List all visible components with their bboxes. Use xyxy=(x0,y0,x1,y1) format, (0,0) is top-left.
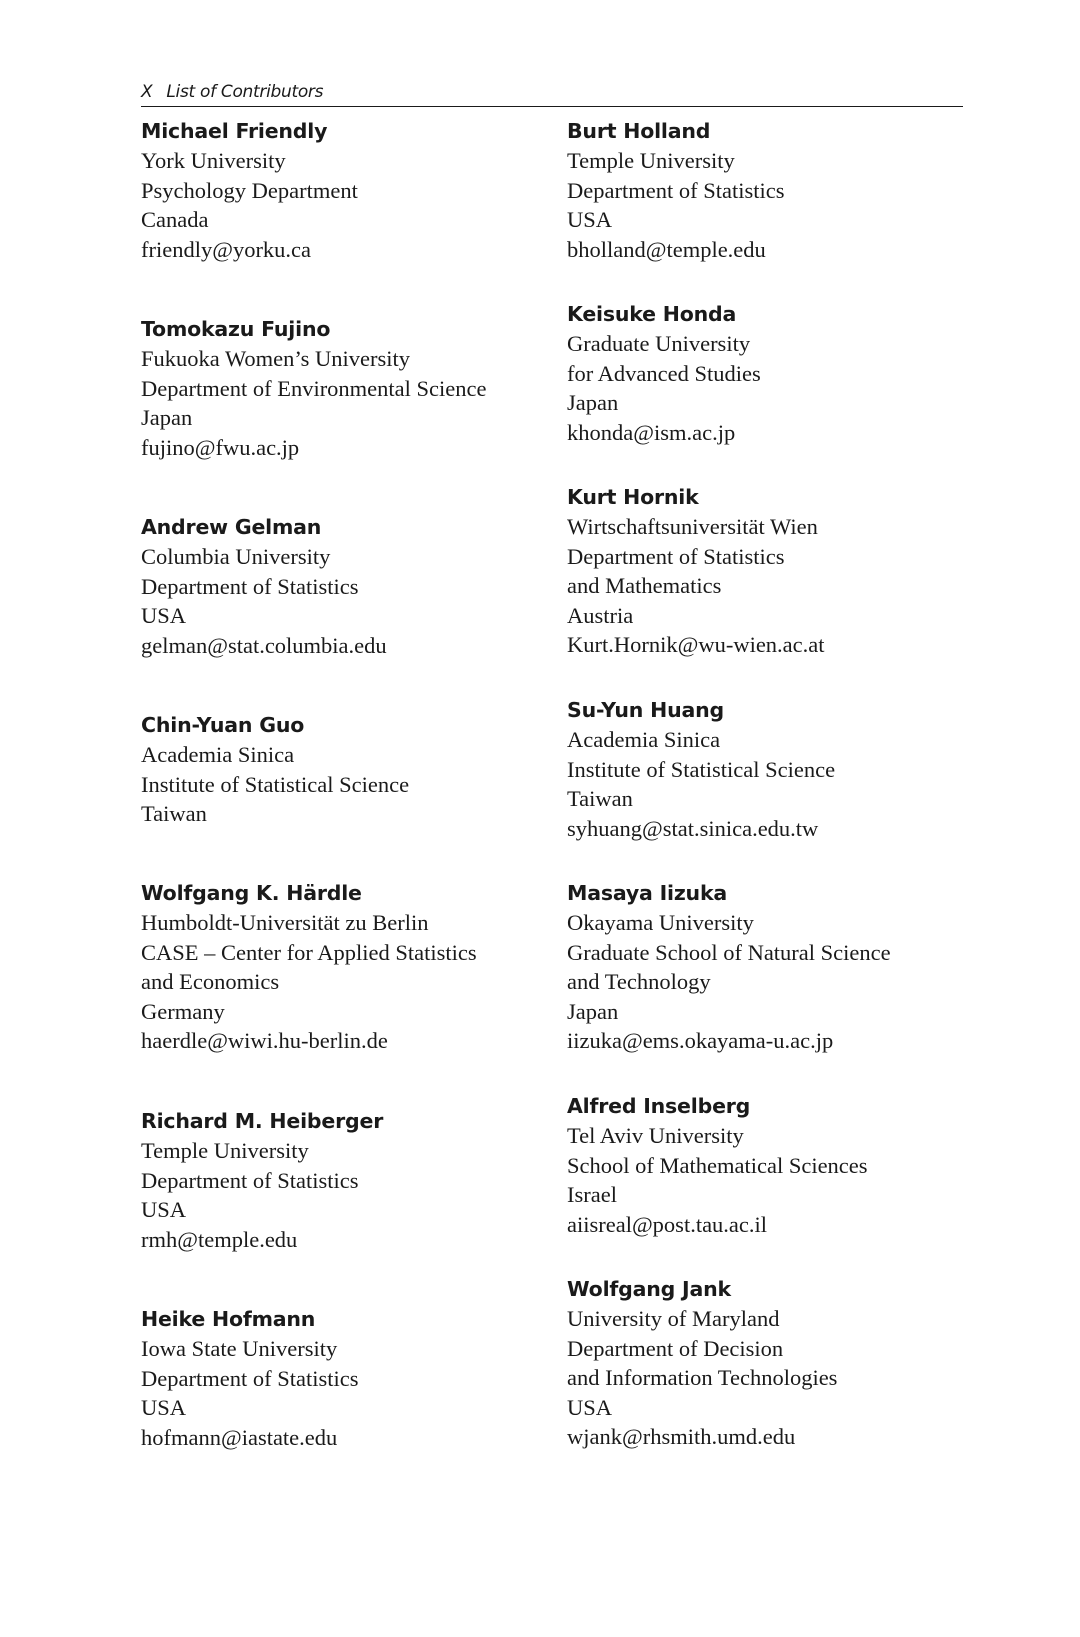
contributor-department-cont: and Technology xyxy=(567,969,711,995)
contributor-name: Andrew Gelman xyxy=(141,515,322,539)
contributor-institution: Graduate University xyxy=(567,331,751,356)
contributor-entry xyxy=(567,695,967,843)
contributor-country: USA xyxy=(567,1394,613,1420)
contributor-department: CASE – Center for Applied Statistics xyxy=(141,939,477,965)
contributor-name: Burt Holland xyxy=(567,119,711,143)
contributor-entry xyxy=(141,1106,541,1254)
contributor-entry xyxy=(567,116,967,264)
contributor-country: USA xyxy=(141,1395,187,1421)
contributor-name: Tomokazu Fujino xyxy=(141,317,331,341)
contributor-department-cont: and Economics xyxy=(141,969,280,995)
contributor-entry xyxy=(141,1304,541,1452)
contributor-entry xyxy=(141,116,541,264)
contributor-institution-cont: for Advanced Studies xyxy=(567,360,761,386)
contributor-department: Institute of Statistical Science xyxy=(141,771,410,797)
contributor-name: Kurt Hornik xyxy=(567,485,699,509)
contributor-institution: Columbia University xyxy=(141,544,331,569)
contributor-email: gelman@stat.columbia.edu xyxy=(141,632,387,658)
contributor-institution: Iowa State University xyxy=(141,1336,338,1361)
contributor-institution: Temple University xyxy=(567,148,735,173)
contributor-entry xyxy=(567,1274,967,1452)
contributor-department-cont: and Mathematics xyxy=(567,573,722,599)
contributor-email: aiisreal@post.tau.ac.il xyxy=(567,1211,768,1237)
contributor-email: haerdle@wiwi.hu-berlin.de xyxy=(141,1028,388,1054)
contributor-entry xyxy=(567,299,967,447)
contributor-email: friendly@yorku.ca xyxy=(141,236,312,262)
contributor-entry xyxy=(141,710,541,829)
contributor-country: Canada xyxy=(141,207,209,233)
running-header xyxy=(141,78,963,107)
contributor-name: Keisuke Honda xyxy=(567,302,737,326)
contributor-entry xyxy=(141,878,541,1056)
contributor-institution: Academia Sinica xyxy=(141,742,295,767)
contributor-entry xyxy=(141,314,541,462)
contributor-entry xyxy=(567,878,967,1056)
contributor-email: bholland@temple.edu xyxy=(567,236,766,262)
contributor-institution: Academia Sinica xyxy=(567,727,721,752)
contributor-name: Chin-Yuan Guo xyxy=(141,713,305,737)
contributor-email: syhuang@stat.sinica.edu.tw xyxy=(567,815,819,841)
contributor-department: Department of Statistics xyxy=(141,1167,359,1193)
contributor-email: fujino@fwu.ac.jp xyxy=(141,434,300,460)
contributor-department: School of Mathematical Sciences xyxy=(567,1152,868,1178)
contributor-name: Wolfgang Jank xyxy=(567,1277,731,1301)
contributor-institution: York University xyxy=(141,148,286,173)
contributor-entry xyxy=(567,482,967,660)
contributor-name: Masaya Iizuka xyxy=(567,881,728,905)
contributor-country: Japan xyxy=(567,998,619,1024)
contributor-entry xyxy=(141,512,541,660)
contributor-email: rmh@temple.edu xyxy=(141,1226,298,1252)
header-title: List of Contributors xyxy=(166,82,324,102)
contributor-email: khonda@ism.ac.jp xyxy=(567,419,736,445)
contributor-institution: Wirtschaftsuniversität Wien xyxy=(567,514,818,539)
contributor-institution: Humboldt-Universität zu Berlin xyxy=(141,910,429,935)
contributor-entry xyxy=(567,1091,967,1239)
contributor-country: USA xyxy=(141,1197,187,1223)
contributor-country: Japan xyxy=(141,405,193,431)
contributor-name: Wolfgang K. Härdle xyxy=(141,881,362,905)
contributor-institution: University of Maryland xyxy=(567,1306,780,1331)
contributor-email: hofmann@iastate.edu xyxy=(141,1424,338,1450)
contributor-email: Kurt.Hornik@wu-wien.ac.at xyxy=(567,632,825,658)
contributor-country: Taiwan xyxy=(567,786,633,812)
contributor-country: Japan xyxy=(567,390,619,416)
contributor-department: Department of Environmental Science xyxy=(141,375,487,401)
contributor-department-cont: and Information Technologies xyxy=(567,1365,838,1391)
contributor-country: USA xyxy=(567,207,613,233)
contributor-department: Graduate School of Natural Science xyxy=(567,939,891,965)
contributor-email: wjank@rhsmith.umd.edu xyxy=(567,1424,796,1450)
contributor-country: USA xyxy=(141,603,187,629)
contributor-name: Alfred Inselberg xyxy=(567,1094,751,1118)
contributor-department: Department of Decision xyxy=(567,1335,784,1361)
contributor-department: Department of Statistics xyxy=(567,543,785,569)
contributor-name: Michael Friendly xyxy=(141,119,328,143)
contributor-email: iizuka@ems.okayama-u.ac.jp xyxy=(567,1028,834,1054)
contributor-country: Germany xyxy=(141,998,225,1024)
contributor-department: Department of Statistics xyxy=(141,1365,359,1391)
contributor-institution: Fukuoka Women’s University xyxy=(141,346,411,371)
page-number: X xyxy=(141,82,153,102)
contributor-department: Department of Statistics xyxy=(141,573,359,599)
contributor-country: Taiwan xyxy=(141,801,207,827)
contributor-name: Heike Hofmann xyxy=(141,1307,316,1331)
contributor-department: Institute of Statistical Science xyxy=(567,756,836,782)
contributor-name: Richard M. Heiberger xyxy=(141,1109,384,1133)
contributor-department: Psychology Department xyxy=(141,177,358,203)
contributor-name: Su-Yun Huang xyxy=(567,698,724,722)
contributor-department: Department of Statistics xyxy=(567,177,785,203)
contributor-institution: Okayama University xyxy=(567,910,754,935)
contributor-institution: Tel Aviv University xyxy=(567,1123,744,1148)
contributor-institution: Temple University xyxy=(141,1138,309,1163)
contributor-country: Israel xyxy=(567,1182,617,1208)
contributor-country: Austria xyxy=(567,602,634,628)
